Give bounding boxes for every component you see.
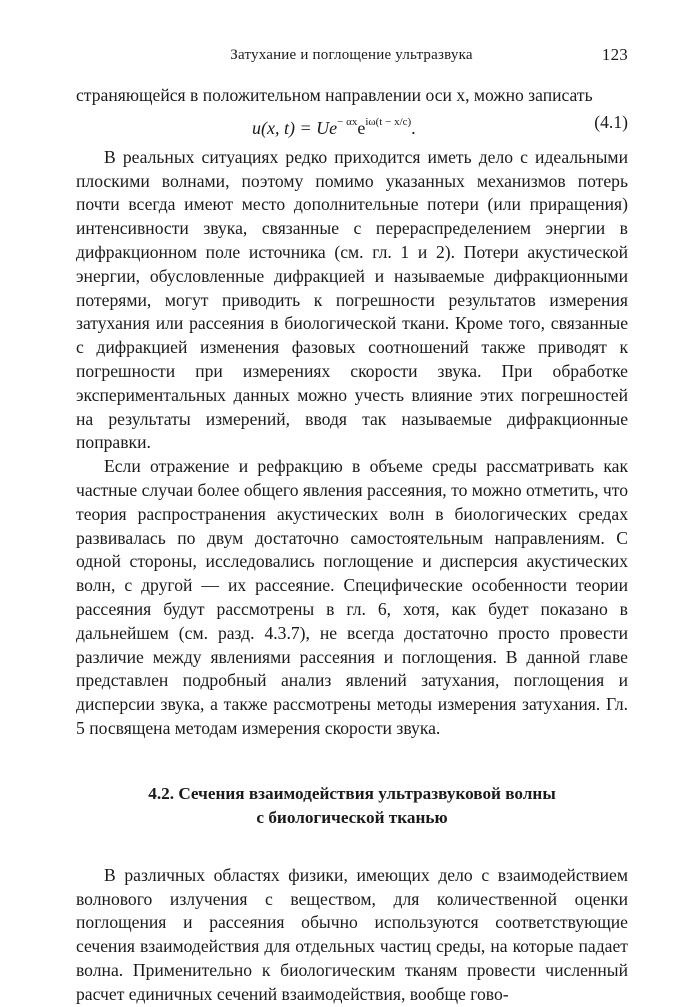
section-heading-line2: с биологической тканью	[256, 807, 448, 827]
equation-formula	[252, 111, 416, 141]
equation-end: .	[411, 117, 416, 138]
section-heading	[76, 782, 628, 830]
equation-mid: e	[357, 117, 366, 138]
paragraph-continuation: страняющейся в положительном направлении оси x, можно записать	[76, 85, 593, 105]
equation-number: (4.1)	[594, 111, 628, 132]
equation-lhs: u(x, t) = Ue	[252, 117, 338, 138]
page-body	[76, 84, 628, 1007]
equation-exponent-attenuation: − αx	[337, 115, 358, 128]
section-heading-line1: 4.2. Сечения взаимодействия ультразвуковой волны	[148, 783, 556, 803]
running-title: Затухание и поглощение ультразвука	[230, 47, 473, 63]
page-number: 123	[601, 45, 628, 64]
equation-4-1	[76, 110, 628, 140]
paragraph-scattering: Если отражение и рефракцию в объеме среды рассматривать как частные случаи более общего явления рассеяния, то можно отметить, что теория распространения акустических волн в биологических средах развивалась по двум достаточно самостоятельным направлениям. С одной стороны, исследовались поглощение и дисперсия акустических волн, с другой — их рассеяние. Специфические особенности теории рассеяния будут рассмотрены в гл. 6, хотя, как будет показано в дальнейшем (см. разд. 4.3.7), не всегда достаточно просто провести различие между явлениями рассеяния и поглощения. В данной главе представлен подробный анализ явлений затухания, поглощения и дисперсии звука, а также рассмотрены методы измерения затухания. Гл. 5 посвящена методам измерения скорости звука.	[76, 456, 628, 738]
equation-exponent-phase: iω(t − x/c)	[365, 115, 412, 128]
paragraph-cross-sections: В различных областях физики, имеющих дело с взаимодействием волнового излучения с веществом, для количественной оценки поглощения и рассеяния обычно используются соответствующие сечения взаимодействия для отдельных частиц среды, на которые падает волна. Применительно к биологическим тканям провести численный расчет единичных сечений взаимодействия, вообще гово-	[76, 864, 628, 1004]
paragraph-diffraction: В реальных ситуациях редко приходится иметь дело с идеальными плоскими волнами, поэтому помимо указанных механизмов потерь почти всегда имеют место дополнительные потери (или приращения) интенсивности звука, связанные с перераспределением энергии в дифракционном поле источника (см. гл. 1 и 2). Потери акустической энергии, обусловленные дифракцией и называемые дифракционными потерями, могут приводить к погрешности результатов измерения затухания или рассеяния в биологической ткани. Кроме того, связанные с дифракцией изменения фазовых соотношений также приводят к погрешности при измерениях скорости звука. При обработке экспериментальных данных можно учесть влияние этих погрешностей на результаты измерений, вводя так называемые дифракционные поправки.	[76, 146, 628, 453]
